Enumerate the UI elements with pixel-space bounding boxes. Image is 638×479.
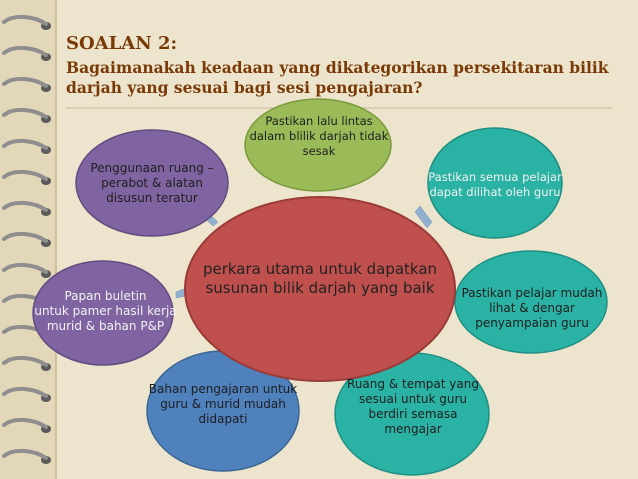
slide-title: SOALAN 2: (66, 33, 178, 54)
node-label-bulletin: Papan buletin untuk pamer hasil kerja murid & bahan P&P (34, 289, 177, 333)
node-label-teacher-space: Ruang & tempat yang sesuai untuk guru berdiri semasa mengajar (347, 377, 479, 436)
question-line-2: darjah yang sesuai bagi sesi pengajaran? (66, 78, 423, 97)
center-label: perkara utama untuk dapatkan susunan bilik darjah yang baik (202, 260, 438, 297)
node-label-traffic: Pastikan lalu lintas dalam blilik darjah tidak sesak (249, 114, 389, 158)
question-line-1: Bagaimanakah keadaan yang dikategorikan persekitaran bilik (66, 58, 609, 77)
node-label-hear-see: Pastikan pelajar mudah lihat & dengar penyampaian guru (461, 286, 603, 330)
node-label-space-use: Penggunaan ruang – perabot & alatan disusun teratur (90, 161, 214, 205)
node-label-visibility: Pastikan semua pelajar dapat dilihat oleh guru (428, 170, 562, 199)
node-label-materials: Bahan pengajaran untuk guru & murid mudah didapati (148, 382, 298, 426)
